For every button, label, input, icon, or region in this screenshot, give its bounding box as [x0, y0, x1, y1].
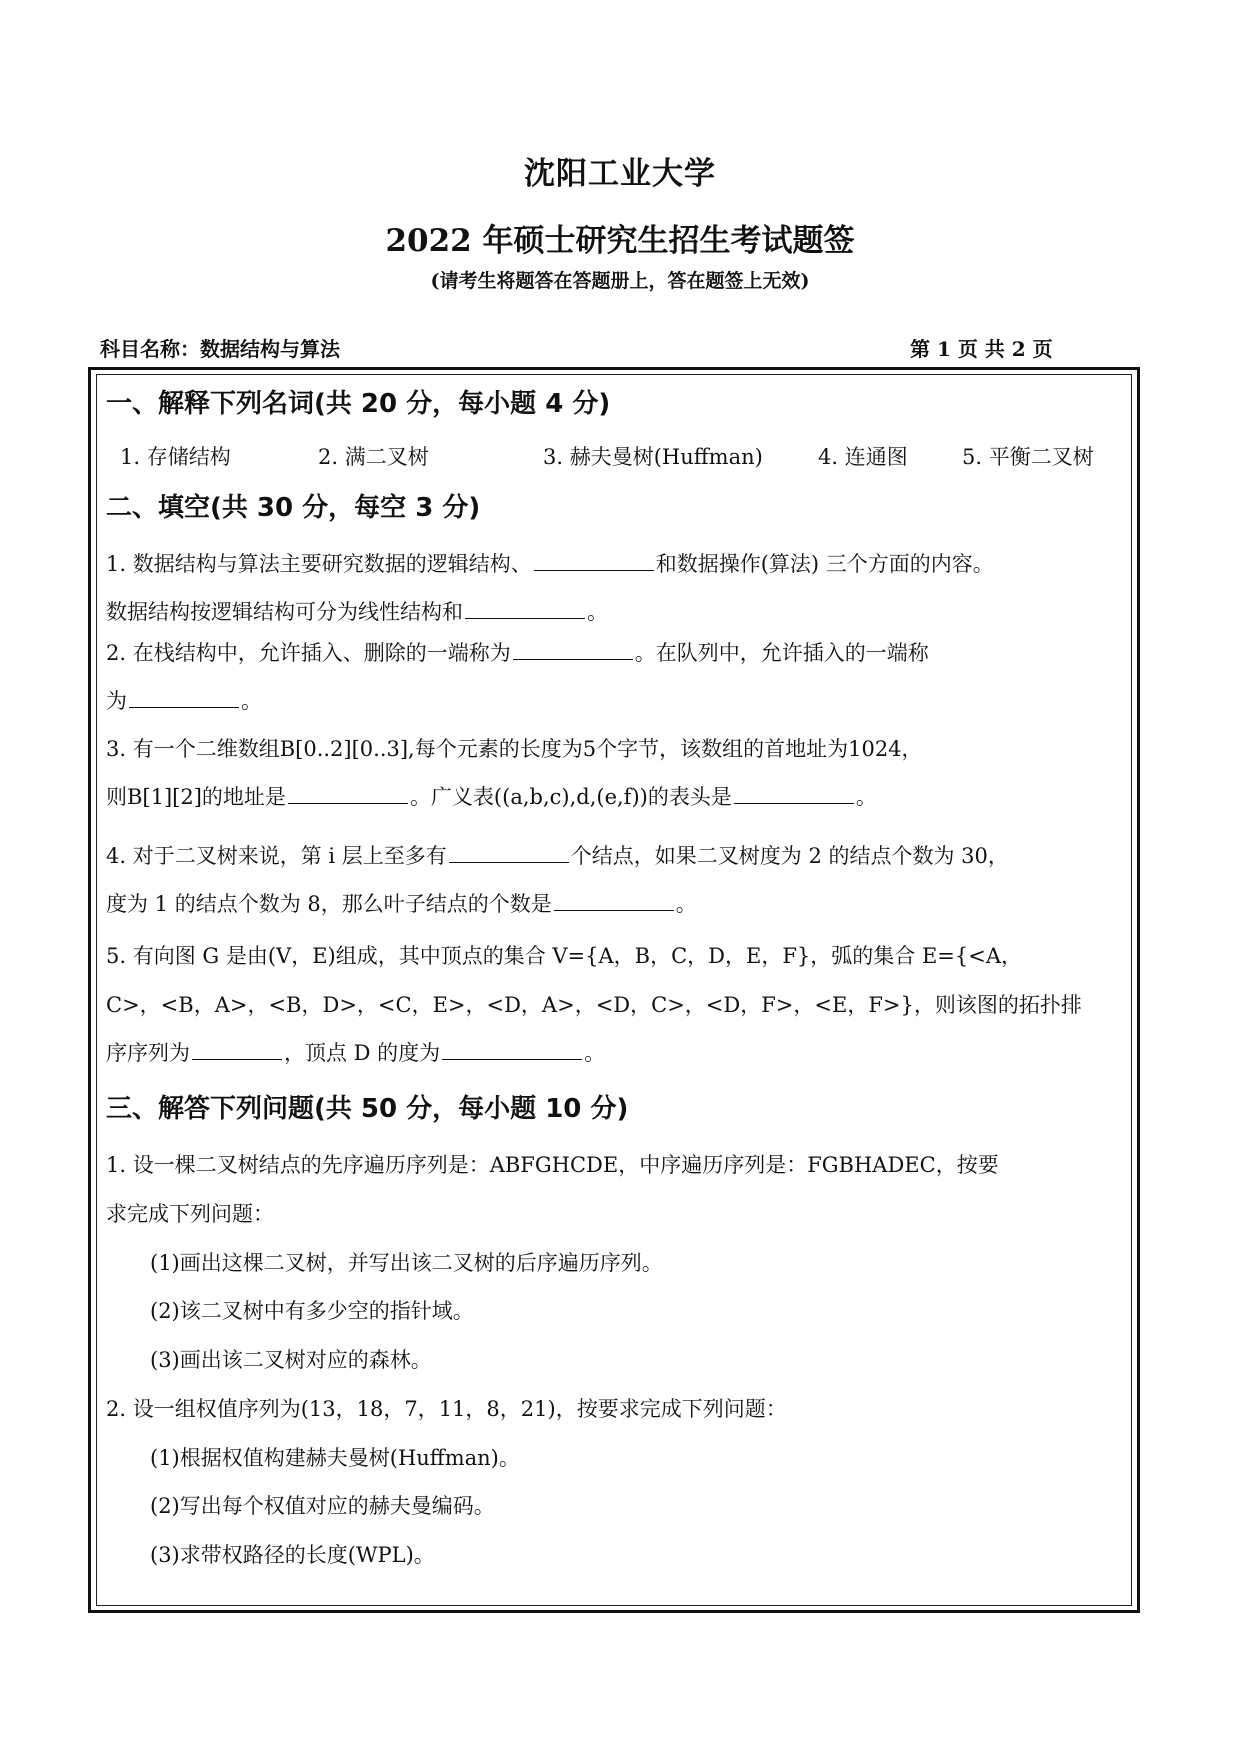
answer-blank — [449, 841, 569, 863]
s3-q2-sub1: (1)根据权值构建赫夫曼树(Huffman)。 — [150, 1446, 520, 1470]
text: 则B[1][2]的地址是 — [106, 785, 286, 809]
s2-q2-line2 — [106, 685, 262, 715]
s2-q1-line1 — [106, 548, 994, 578]
section1-heading: 一、解释下列名词(共 20 分，每小题 4 分) — [106, 389, 611, 419]
answer-blank — [129, 686, 239, 708]
section2-heading: 二、填空(共 30 分，每空 3 分) — [106, 493, 481, 523]
s2-q3-line2 — [106, 781, 877, 811]
text: 3. 有一个二维数组B[0..2][0..3],每个元素的长度为5个字节，该数组的首地址为1024， — [106, 737, 923, 761]
text: 。 — [675, 892, 697, 916]
s2-q3-line1 — [106, 733, 923, 763]
answer-blank — [465, 597, 585, 619]
text: 个结点，如果二叉树度为 2 的结点个数为 30， — [570, 844, 1009, 868]
subject-name: 科目名称：数据结构与算法 — [100, 337, 340, 361]
text: 。 — [241, 689, 262, 713]
text: 。 — [855, 785, 877, 809]
answer-blank — [442, 1038, 582, 1060]
text: 5. 有向图 G 是由(V，E)组成，其中顶点的集合 V={A，B，C，D，E，F}，弧的集合 E={<A， — [106, 944, 1022, 968]
s2-q5-line3 — [106, 1037, 605, 1067]
s3-q2-line1: 2. 设一组权值序列为(13，18，7，11，8，21)，按要求完成下列问题： — [106, 1397, 787, 1421]
text: 和数据操作(算法) 三个方面的内容。 — [655, 552, 994, 576]
s2-q4-line1 — [106, 840, 1009, 870]
s2-q1-line2 — [106, 596, 608, 626]
answer-blank — [288, 782, 408, 804]
answer-blank — [554, 889, 674, 911]
section3-heading: 三、解答下列问题(共 50 分，每小题 10 分) — [106, 1094, 629, 1124]
answer-blank — [192, 1038, 282, 1060]
text: 1. 数据结构与算法主要研究数据的逻辑结构、 — [106, 552, 532, 576]
s2-q2-line1 — [106, 637, 929, 667]
s2-q5-line2 — [106, 989, 1082, 1019]
s2-q4-line2 — [106, 888, 697, 918]
text: 。广义表((a,b,c),d,(e,f))的表头是 — [409, 785, 732, 809]
term-5: 5. 平衡二叉树 — [962, 445, 1094, 469]
answer-blank — [513, 638, 633, 660]
text: 。 — [584, 1041, 606, 1065]
page-info: 第 1 页 共 2 页 — [910, 337, 1053, 361]
s3-q1-line1: 1. 设一棵二叉树结点的先序遍历序列是：ABFGHCDE，中序遍历序列是：FGBHADEC，按要 — [106, 1153, 999, 1177]
text: C>，<B，A>，<B，D>，<C，E>，<D，A>，<D，C>，<D，F>，<E，F>}，则该图的拓扑排 — [106, 993, 1082, 1017]
text: 为 — [106, 689, 127, 713]
answer-blank — [534, 549, 654, 571]
exam-notice: (请考生将题答在答题册上，答在题签上无效) — [430, 270, 810, 292]
s2-q5-line1 — [106, 940, 1022, 970]
answer-blank — [734, 782, 854, 804]
text: 数据结构按逻辑结构可分为线性结构和 — [106, 600, 463, 624]
s3-q1-sub2: (2)该二叉树中有多少空的指针域。 — [150, 1299, 474, 1323]
text: 度为 1 的结点个数为 8，那么叶子结点的个数是 — [106, 892, 552, 916]
s3-q2-sub3: (3)求带权路径的长度(WPL)。 — [150, 1543, 435, 1567]
term-1: 1. 存储结构 — [120, 445, 231, 469]
s3-q1-sub3: (3)画出该二叉树对应的森林。 — [150, 1348, 432, 1372]
exam-title: 2022 年硕士研究生招生考试题签 — [385, 223, 855, 259]
s3-q1-line2: 求完成下列问题： — [106, 1202, 274, 1226]
text: 。 — [587, 600, 608, 624]
term-2: 2. 满二叉树 — [318, 445, 429, 469]
text: 4. 对于二叉树来说，第 i 层上至多有 — [106, 844, 447, 868]
text: 2. 在栈结构中，允许插入、删除的一端称为 — [106, 641, 511, 665]
text: 序序列为 — [106, 1041, 190, 1065]
s3-q2-sub2: (2)写出每个权值对应的赫夫曼编码。 — [150, 1494, 495, 1518]
term-3: 3. 赫夫曼树(Huffman) — [543, 445, 763, 469]
s3-q1-sub1: (1)画出这棵二叉树，并写出该二叉树的后序遍历序列。 — [150, 1251, 663, 1275]
school-name: 沈阳工业大学 — [524, 156, 716, 192]
term-4: 4. 连通图 — [818, 445, 908, 469]
text: ，顶点 D 的度为 — [284, 1041, 441, 1065]
text: 。在队列中，允许插入的一端称 — [634, 641, 929, 665]
